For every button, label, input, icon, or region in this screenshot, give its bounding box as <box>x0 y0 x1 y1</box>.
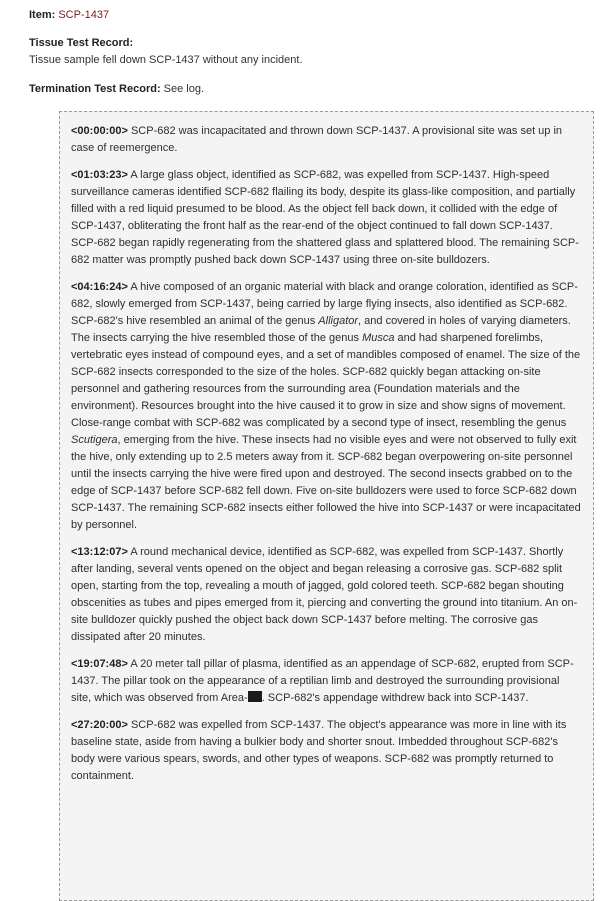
log-text: SCP-682 was incapacitated and thrown down SCP-1437. A provisional site was set up in case of reemergence. <box>71 125 563 154</box>
log-text: and had sharpened forelimbs, vertebratic eyes instead of compound eyes, and a set of mandibles composed of enamel. The size of the SCP-682 insects corresponded to the size of the holes. SCP-682 quickly began attacking on-site personnel and gathering resources from the surrounding area (Foundation materials and the environment). Resources brought into the hive caused it to grow in size and show signs of movement. Close-range combat with SCP-682 was complicated by a second type of insect, resembling the genus <box>71 332 581 429</box>
termination-test-label: Termination Test Record: <box>29 83 161 95</box>
termination-test-text: See log. <box>163 83 205 95</box>
log-timestamp: <04:16:24> <box>71 281 128 293</box>
log-text: A 20 meter tall pillar of plasma, identified as an appendage of SCP-682, erupted from SCP-1437. The pillar took on the appearance of a reptilian limb and destroyed the surrounding provisional site, which was observed from Area- <box>71 658 574 704</box>
log-text: SCP-682 was expelled from SCP-1437. The object's appearance was more in line with its baseline state, aside from having a bulkier body and shorter snout. Imbedded throughout SCP-682's body were various spears, swords, and other types of weapons. SCP-682 was promptly returned to containment. <box>71 719 567 782</box>
log-entry <box>71 656 581 707</box>
log-text: A round mechanical device, identified as SCP-682, was expelled from SCP-1437. Shortly after landing, several vents opened on the object and began releasing a corrosive gas. SCP-682 split open, starting from the top, revealing a mouth of jagged, gold colored teeth. SCP-682 began shouting obscenities as tubes and pipes emerged from it, piercing and converting the ground into titanium. An on-site bulldozer quickly pushed the object back down SCP-1437 before melting. The corrosive gas dissipated after 20 minutes. <box>71 546 578 643</box>
log-timestamp: <13:12:07> <box>71 546 128 558</box>
termination-log-box <box>59 111 594 901</box>
log-text: A hive composed of an organic material with black and orange coloration, identified as SCP-682, slowly emerged from SCP-1437, being carried by large flying insects, also identified as SCP-682. SCP-682's hive resembled an animal of the genus <box>71 281 578 327</box>
log-entry <box>71 123 581 157</box>
item-field <box>29 7 589 24</box>
redaction-block <box>248 691 262 702</box>
log-text: . SCP-682's appendage withdrew back into SCP-1437. <box>261 692 529 704</box>
log-text: , and covered in holes of varying diameters. The insects carrying the hive resembled those of the genus <box>71 315 571 344</box>
tissue-test-label-line <box>29 35 589 52</box>
log-genus-alligator: Alligator <box>318 315 359 327</box>
tissue-test-text: Tissue sample fell down SCP-1437 without any incident. <box>29 54 303 66</box>
document-body <box>29 7 589 98</box>
item-label: Item: <box>29 9 56 21</box>
log-text: , emerging from the hive. These insects had no visible eyes and were not observed to fully exit the hive, only extending up to 2.5 meters away from it. SCP-682 began overpowering on-site personnel until the insects carrying the hive were fired upon and destroyed. The second insects grabbed on to the edge of SCP-1437 before SCP-682 fell down. Five on-site bulldozers were used to force SCP-682 down SCP-1437. The remaining SCP-682 insects either followed the hive into SCP-1437 or were incapacitated by personnel. <box>71 434 581 531</box>
item-link[interactable]: SCP-1437 <box>58 9 110 21</box>
tissue-test-label: Tissue Test Record: <box>29 37 134 49</box>
termination-test-field <box>29 81 589 98</box>
log-text: A large glass object, identified as SCP-682, was expelled from SCP-1437. High-speed surveillance cameras identified SCP-682 flailing its body, despite its glass-like composition, and partially filled with a red liquid presumed to be blood. As the object fell back down, it collided with the edge of SCP-1437, obliterating the front half as the rear-end of the object continued to fall down SCP-1437. SCP-682 began rapidly regenerating from the shattered glass and splattered blood. The remaining SCP-682 matter was promptly pushed back down SCP-1437 using three on-site bulldozers. <box>71 169 579 266</box>
log-timestamp: <19:07:48> <box>71 658 128 670</box>
log-timestamp: <00:00:00> <box>71 125 128 137</box>
log-timestamp: <27:20:00> <box>71 719 128 731</box>
log-genus-musca: Musca <box>362 332 395 344</box>
log-entry <box>71 279 581 534</box>
log-entry <box>71 167 581 269</box>
log-timestamp: <01:03:23> <box>71 169 128 181</box>
log-entry <box>71 544 581 646</box>
log-genus-scutigera: Scutigera <box>71 434 118 446</box>
log-entry <box>71 717 581 785</box>
